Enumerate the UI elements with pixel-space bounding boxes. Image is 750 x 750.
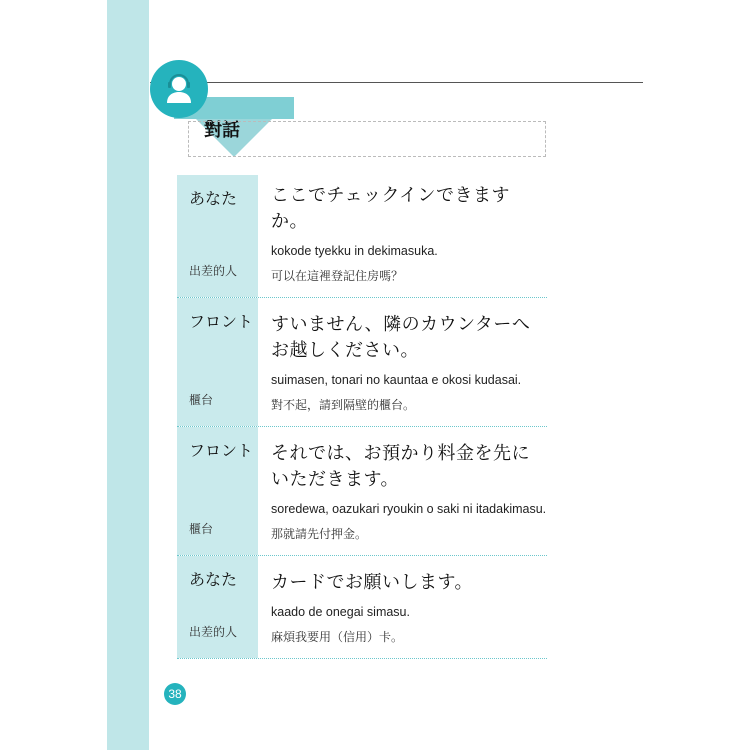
- speaker-column: [177, 427, 258, 555]
- japanese-line: カードでお願いします。: [271, 572, 474, 593]
- section-title: 對話: [204, 120, 240, 141]
- speaker-role: 櫃台: [189, 522, 214, 536]
- chinese-translation: 那就請先付押金。: [271, 527, 368, 541]
- japanese-line: すいません、隣のカウンターへお越しください。: [271, 314, 531, 361]
- dialogue-row: [177, 298, 547, 427]
- chinese-translation: 可以在這裡登記住房嗎？: [271, 269, 404, 283]
- dialogue-row: [177, 175, 547, 298]
- speaker-role: 櫃台: [189, 393, 214, 407]
- speaker-name: フロント: [189, 312, 254, 331]
- chinese-translation: 麻煩我要用（信用）卡。: [271, 630, 404, 644]
- dashed-note-box: [188, 121, 546, 157]
- speaker-role: 出差的人: [189, 625, 238, 639]
- line-content: [258, 175, 547, 297]
- top-rule: [150, 82, 643, 83]
- dialogue-row: [177, 427, 547, 556]
- avatar: [150, 60, 208, 118]
- side-band: [107, 0, 149, 750]
- romaji-line: soredewa, oazukari ryoukin o saki ni itadakimasu.: [271, 502, 547, 516]
- page-number: 38: [164, 683, 186, 705]
- speaker-role: 出差的人: [189, 264, 238, 278]
- dialogue-row: [177, 556, 547, 659]
- speaker-column: [177, 298, 258, 426]
- speaker-column: [177, 175, 258, 297]
- romaji-line: kaado de onegai simasu.: [271, 605, 410, 619]
- speaker-name: あなた: [189, 570, 238, 589]
- speaker-name: フロント: [189, 441, 254, 460]
- japanese-line: それでは、お預かり料金を先にいただきます。: [271, 443, 530, 490]
- line-content: [258, 556, 547, 658]
- line-content: [258, 427, 547, 555]
- romaji-line: kokode tyekku in dekimasuka.: [271, 244, 438, 258]
- romaji-line: suimasen, tonari no kauntaa e okosi kudasai.: [271, 373, 522, 387]
- chinese-translation: 對不起，請到隔壁的櫃台。: [271, 398, 416, 412]
- line-content: [258, 298, 547, 426]
- dialogue-table: [177, 175, 547, 659]
- japanese-line: ここでチェックインできますか。: [271, 185, 511, 232]
- speaker-column: [177, 556, 258, 658]
- headset-person-icon: [159, 69, 199, 109]
- speaker-name: あなた: [189, 189, 238, 208]
